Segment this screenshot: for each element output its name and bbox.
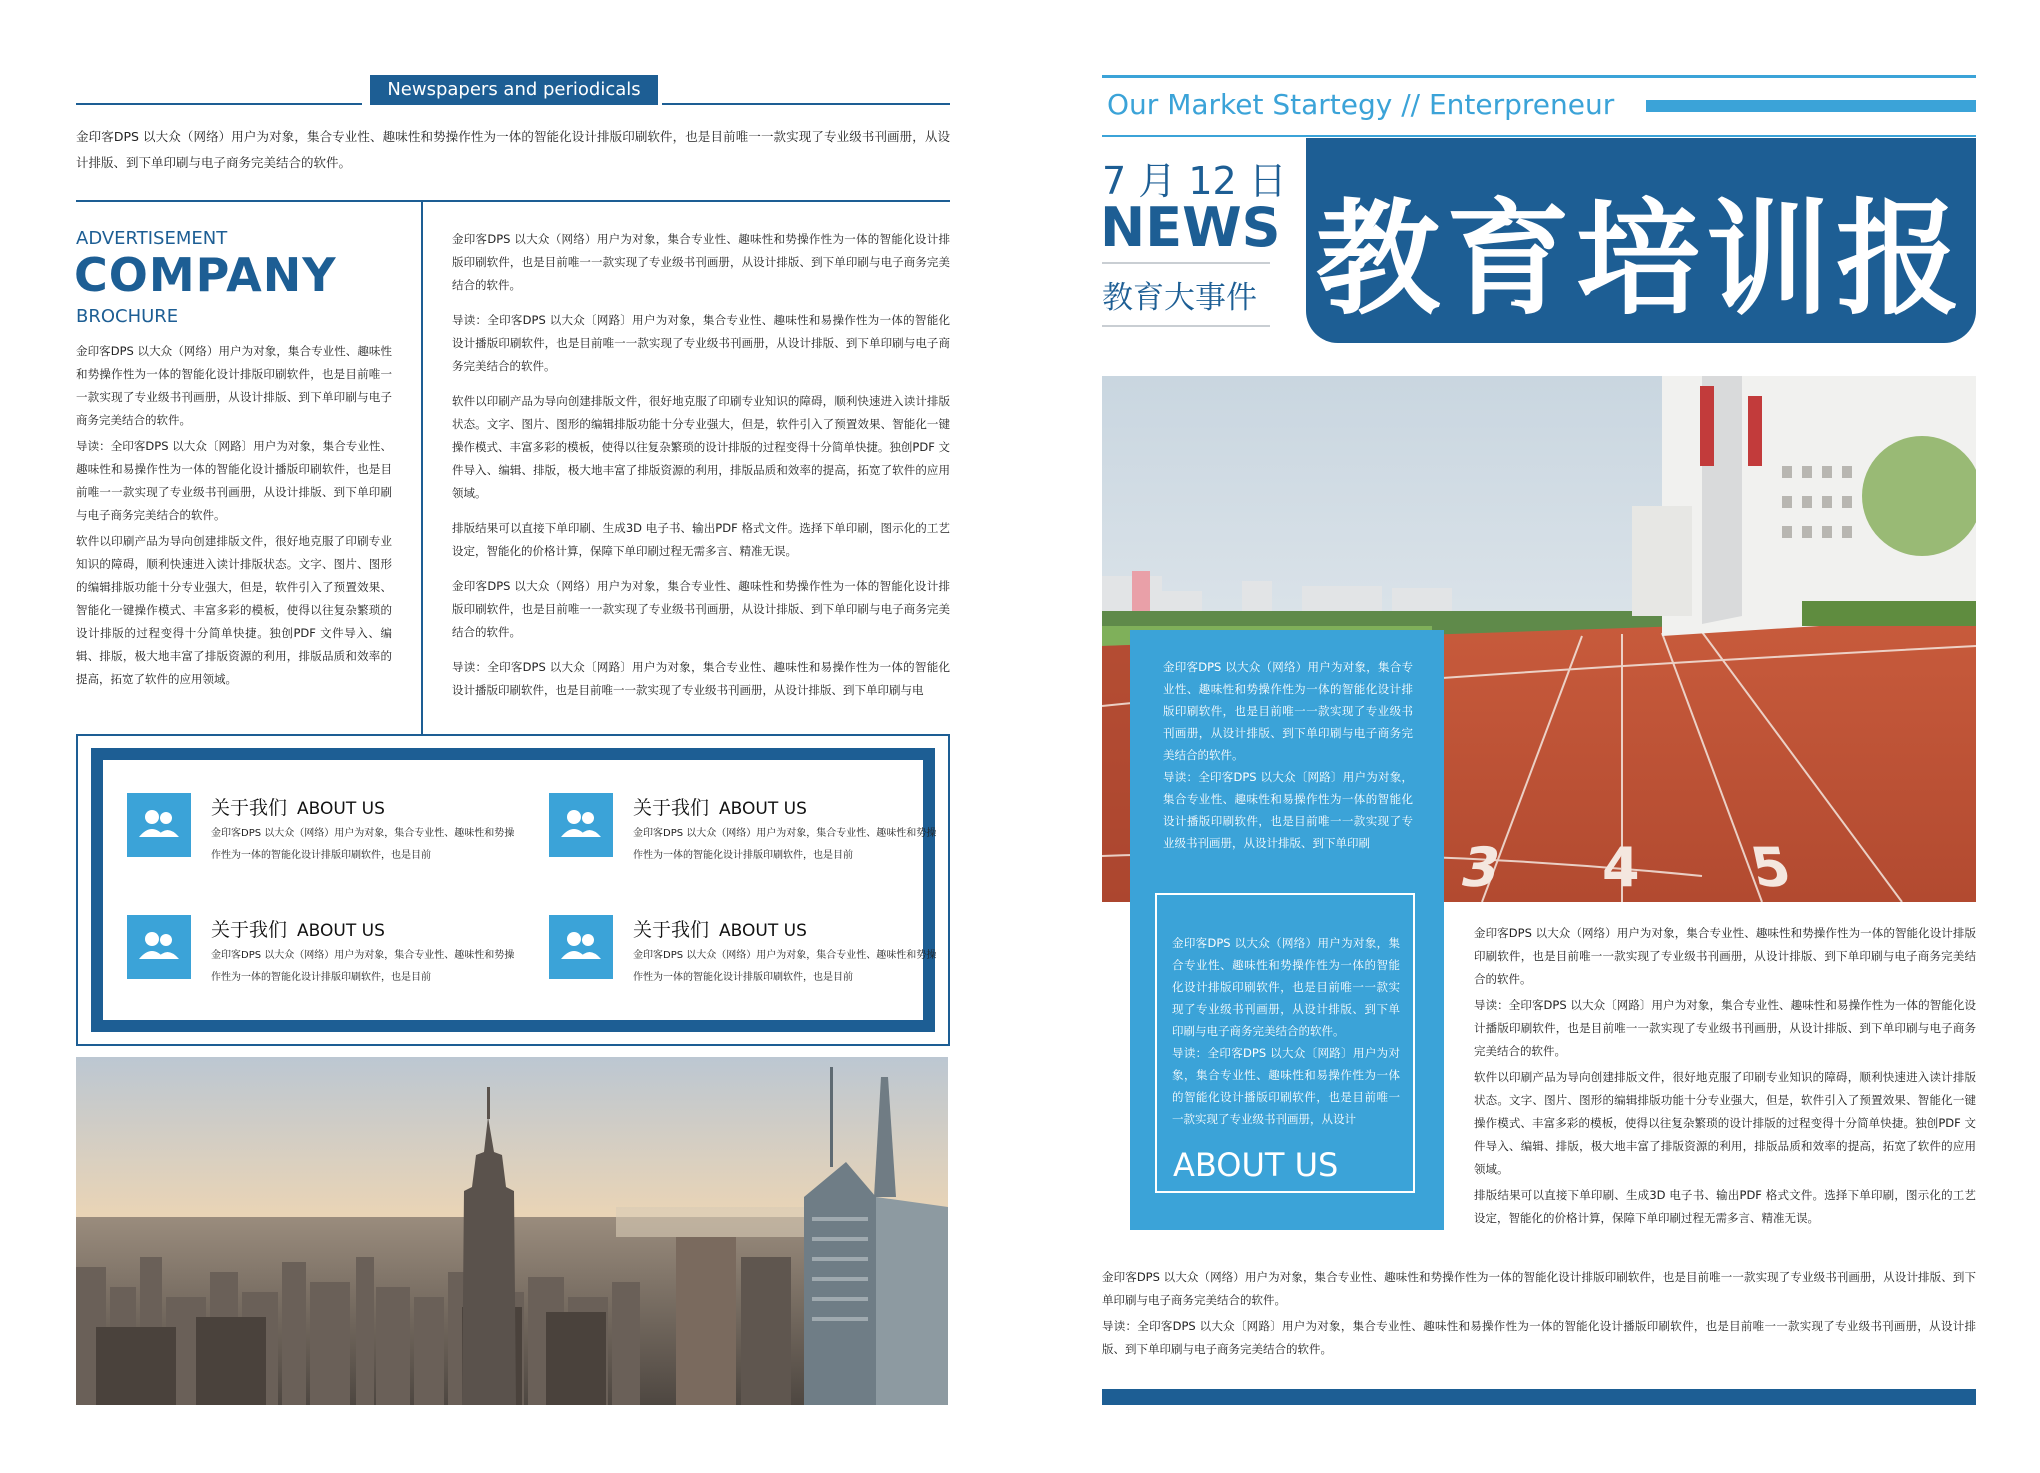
about-item-title bbox=[633, 915, 807, 942]
about-item bbox=[127, 793, 517, 863]
about-title-en: ABOUT US bbox=[719, 799, 807, 819]
brand-advertisement: ADVERTISEMENT bbox=[76, 228, 228, 249]
intro-text: 金印客DPS 以大众（网络）用户为对象，集合专业性、趣味性和势操作性为一体的智能化设计排版印刷软件，也是目前唯一一款实现了专业级书刊画册，从设计排版、到下单印刷与电子商务完美结合的软件。 bbox=[76, 129, 950, 170]
right-col-paragraph: 金印客DPS 以大众（网络）用户为对象，集合专业性、趣味性和势操作性为一体的智能化设计排版印刷软件，也是目前唯一一款实现了专业级书刊画册，从设计排版、到下单印刷与电子商务完美结合的软件。 bbox=[452, 579, 950, 639]
bottom-text bbox=[1102, 1266, 1976, 1364]
left-col-paragraph: 金印客DPS 以大众（网络）用户为对象，集合专业性、趣味性和势操作性为一体的智能化设计排版印刷软件，也是目前唯一一款实现了专业级书刊画册，从设计排版、到下单印刷与电子商务完美结合的软件。 bbox=[76, 344, 392, 427]
users-icon bbox=[549, 915, 613, 979]
about-item-text: 金印客DPS 以大众（网络）用户为对象，集合专业性、趣味性和势操作性为一体的智能化设计排版印刷软件，也是目前 bbox=[211, 950, 515, 983]
events-label: 教育大事件 bbox=[1102, 280, 1257, 316]
news-rule bbox=[1102, 262, 1270, 264]
about-item-title bbox=[211, 915, 385, 942]
header-label: Newspapers and periodicals bbox=[370, 75, 658, 105]
side-column-text bbox=[1474, 922, 1976, 1233]
right-column-text bbox=[452, 228, 950, 705]
about-box-inner bbox=[91, 748, 935, 1032]
footer-bar bbox=[1102, 1389, 1976, 1405]
about-box-paragraph: 金印客DPS 以大众（网络）用户为对象，集合专业性、趣味性和势操作性为一体的智能化设计排版印刷软件，也是目前唯一一款实现了专业级书刊画册，从设计排版、到下单印刷与电子商务完美结合的软件。 bbox=[1172, 936, 1400, 1038]
side-paragraph: 排版结果可以直接下单印刷、生成3D 电子书、输出PDF 格式文件。选择下单印刷，图示化的工艺设定，智能化的价格计算，保障下单印刷过程无需多言、精准无误。 bbox=[1474, 1188, 1976, 1225]
news-label: NEWS bbox=[1100, 196, 1281, 259]
right-col-paragraph: 软件以印刷产品为导向创建排版文件，很好地克服了印刷专业知识的障碍，顺利快速进入读计排版状态。文字、图片、图形的编辑排版功能十分专业强大，但是，软件引入了预置效果、智能化一键操作模式、丰富多彩的模板，使得以往复杂繁琐的设计排版的过程变得十分简单快捷。独创PDF 文件导入、编辑、排版，极大地丰富了排版资源的利用，排版品质和效率的提高，拓宽了软件的应用领域。 bbox=[452, 394, 950, 500]
left-col-paragraph: 导读：全印客DPS 以大众〔网路〕用户为对象，集合专业性、趣味性和易操作性为一体的智能化设计播版印刷软件，也是目前唯一一款实现了专业级书刊画册，从设计排版、到下单印刷与电子商务完美结合的软件。 bbox=[76, 439, 392, 522]
about-item bbox=[549, 915, 939, 985]
about-box-title: ABOUT US bbox=[1173, 1146, 1339, 1184]
city-skyline-image bbox=[76, 1057, 948, 1405]
about-title-en: ABOUT US bbox=[719, 921, 807, 941]
section-rule bbox=[76, 200, 950, 202]
right-col-paragraph: 金印客DPS 以大众（网络）用户为对象，集合专业性、趣味性和势操作性为一体的智能化设计排版印刷软件，也是目前唯一一款实现了专业级书刊画册，从设计排版、到下单印刷与电子商务完美结合的软件。 bbox=[452, 232, 950, 292]
lane-number: 4 bbox=[1602, 836, 1640, 899]
overlay-paragraph: 金印客DPS 以大众（网络）用户为对象，集合专业性、趣味性和势操作性为一体的智能化设计排版印刷软件，也是目前唯一一款实现了专业级书刊画册，从设计排版、到下单印刷与电子商务完美结合的软件。 bbox=[1163, 660, 1413, 762]
about-title-en: ABOUT US bbox=[297, 799, 385, 819]
side-paragraph: 软件以印刷产品为导向创建排版文件，很好地克服了印刷专业知识的障碍，顺利快速进入读计排版状态。文字、图片、图形的编辑排版功能十分专业强大，但是，软件引入了预置效果、智能化一键操作模式、丰富多彩的模板，使得以往复杂繁琐的设计排版的过程变得十分简单快捷。独创PDF 文件导入、编辑、排版，极大地丰富了排版资源的利用，排版品质和效率的提高，拓宽了软件的应用领域。 bbox=[1474, 1070, 1976, 1176]
lane-number: 3 bbox=[1455, 836, 1507, 899]
top-rule bbox=[1102, 75, 1976, 78]
about-title-cn: 关于我们 bbox=[633, 919, 710, 941]
masthead-title: 教育培训报 bbox=[1315, 188, 1966, 332]
tagline-bar bbox=[1646, 100, 1976, 112]
brand-brochure: BROCHURE bbox=[76, 306, 179, 327]
right-col-paragraph: 排版结果可以直接下单印刷、生成3D 电子书、输出PDF 格式文件。选择下单印刷，图示化的工艺设定，智能化的价格计算，保障下单印刷过程无需多言、精准无误。 bbox=[452, 521, 950, 558]
about-title-cn: 关于我们 bbox=[211, 919, 288, 941]
header-rule-right bbox=[662, 103, 950, 105]
side-paragraph: 导读：全印客DPS 以大众〔网路〕用户为对象，集合专业性、趣味性和易操作性为一体的智能化设计播版印刷软件，也是目前唯一一款实现了专业级书刊画册，从设计排版、到下单印刷与电子商务完美结合的软件。 bbox=[1474, 998, 1976, 1058]
issue-date: 7 月 12 日 bbox=[1102, 159, 1287, 203]
side-paragraph: 金印客DPS 以大众（网络）用户为对象，集合专业性、趣味性和势操作性为一体的智能化设计排版印刷软件，也是目前唯一一款实现了专业级书刊画册，从设计排版、到下单印刷与电子商务完美结合的软件。 bbox=[1474, 926, 1976, 986]
bottom-paragraph: 导读：全印客DPS 以大众〔网路〕用户为对象，集合专业性、趣味性和易操作性为一体的智能化设计播版印刷软件，也是目前唯一一款实现了专业级书刊画册，从设计排版、到下单印刷与电子商务完美结合的软件。 bbox=[1102, 1319, 1976, 1356]
left-col-paragraph: 软件以印刷产品为导向创建排版文件，很好地克服了印刷专业知识的障碍，顺利快速进入读计排版状态。文字、图片、图形的编辑排版功能十分专业强大，但是，软件引入了预置效果、智能化一键操作模式、丰富多彩的模板，使得以往复杂繁琐的设计排版的过程变得十分简单快捷。独创PDF 文件导入、编辑、排版，极大地丰富了排版资源的利用，排版品质和效率的提高，拓宽了软件的应用领域。 bbox=[76, 534, 392, 686]
header-rule-left bbox=[76, 103, 362, 105]
right-col-paragraph: 导读：全印客DPS 以大众〔网路〕用户为对象，集合专业性、趣味性和易操作性为一体的智能化设计播版印刷软件，也是目前唯一一款实现了专业级书刊画册，从设计排版、到下单印刷与电 bbox=[452, 660, 950, 697]
about-item bbox=[127, 915, 517, 985]
users-icon bbox=[127, 793, 191, 857]
about-item-text: 金印客DPS 以大众（网络）用户为对象，集合专业性、趣味性和势操作性为一体的智能化设计排版印刷软件，也是目前 bbox=[211, 828, 515, 861]
tagline-rule bbox=[1102, 135, 1976, 137]
about-item bbox=[549, 793, 939, 863]
lane-number: 5 bbox=[1745, 836, 1797, 899]
users-icon bbox=[549, 793, 613, 857]
about-item-text: 金印客DPS 以大众（网络）用户为对象，集合专业性、趣味性和势操作性为一体的智能化设计排版印刷软件，也是目前 bbox=[633, 828, 937, 861]
tagline: Our Market Startegy // Enterpreneur bbox=[1107, 88, 1615, 121]
overlay-text bbox=[1163, 656, 1413, 854]
events-rule bbox=[1102, 325, 1270, 327]
about-item-title bbox=[633, 793, 807, 820]
right-col-paragraph: 导读：全印客DPS 以大众〔网路〕用户为对象，集合专业性、趣味性和易操作性为一体的智能化设计播版印刷软件，也是目前唯一一款实现了专业级书刊画册，从设计排版、到下单印刷与电子商务完美结合的软件。 bbox=[452, 313, 950, 373]
about-box-text bbox=[1172, 932, 1400, 1130]
about-item-text: 金印客DPS 以大众（网络）用户为对象，集合专业性、趣味性和势操作性为一体的智能化设计排版印刷软件，也是目前 bbox=[633, 950, 937, 983]
overlay-paragraph: 导读：全印客DPS 以大众〔网路〕用户为对象，集合专业性、趣味性和易操作性为一体的智能化设计播版印刷软件，也是目前唯一一款实现了专业级书刊画册，从设计排版、到下单印刷 bbox=[1163, 770, 1413, 850]
brand-company: COMPANY bbox=[74, 248, 337, 302]
bottom-paragraph: 金印客DPS 以大众（网络）用户为对象，集合专业性、趣味性和势操作性为一体的智能化设计排版印刷软件，也是目前唯一一款实现了专业级书刊画册，从设计排版、到下单印刷与电子商务完美结合的软件。 bbox=[1102, 1270, 1976, 1307]
about-box-paragraph: 导读：全印客DPS 以大众〔网路〕用户为对象，集合专业性、趣味性和易操作性为一体的智能化设计播版印刷软件，也是目前唯一一款实现了专业级书刊画册，从设计 bbox=[1172, 1046, 1400, 1126]
about-title-cn: 关于我们 bbox=[633, 797, 710, 819]
about-item-title bbox=[211, 793, 385, 820]
users-icon bbox=[127, 915, 191, 979]
column-divider bbox=[421, 200, 423, 734]
left-column-text bbox=[76, 340, 392, 694]
about-title-cn: 关于我们 bbox=[211, 797, 288, 819]
about-title-en: ABOUT US bbox=[297, 921, 385, 941]
